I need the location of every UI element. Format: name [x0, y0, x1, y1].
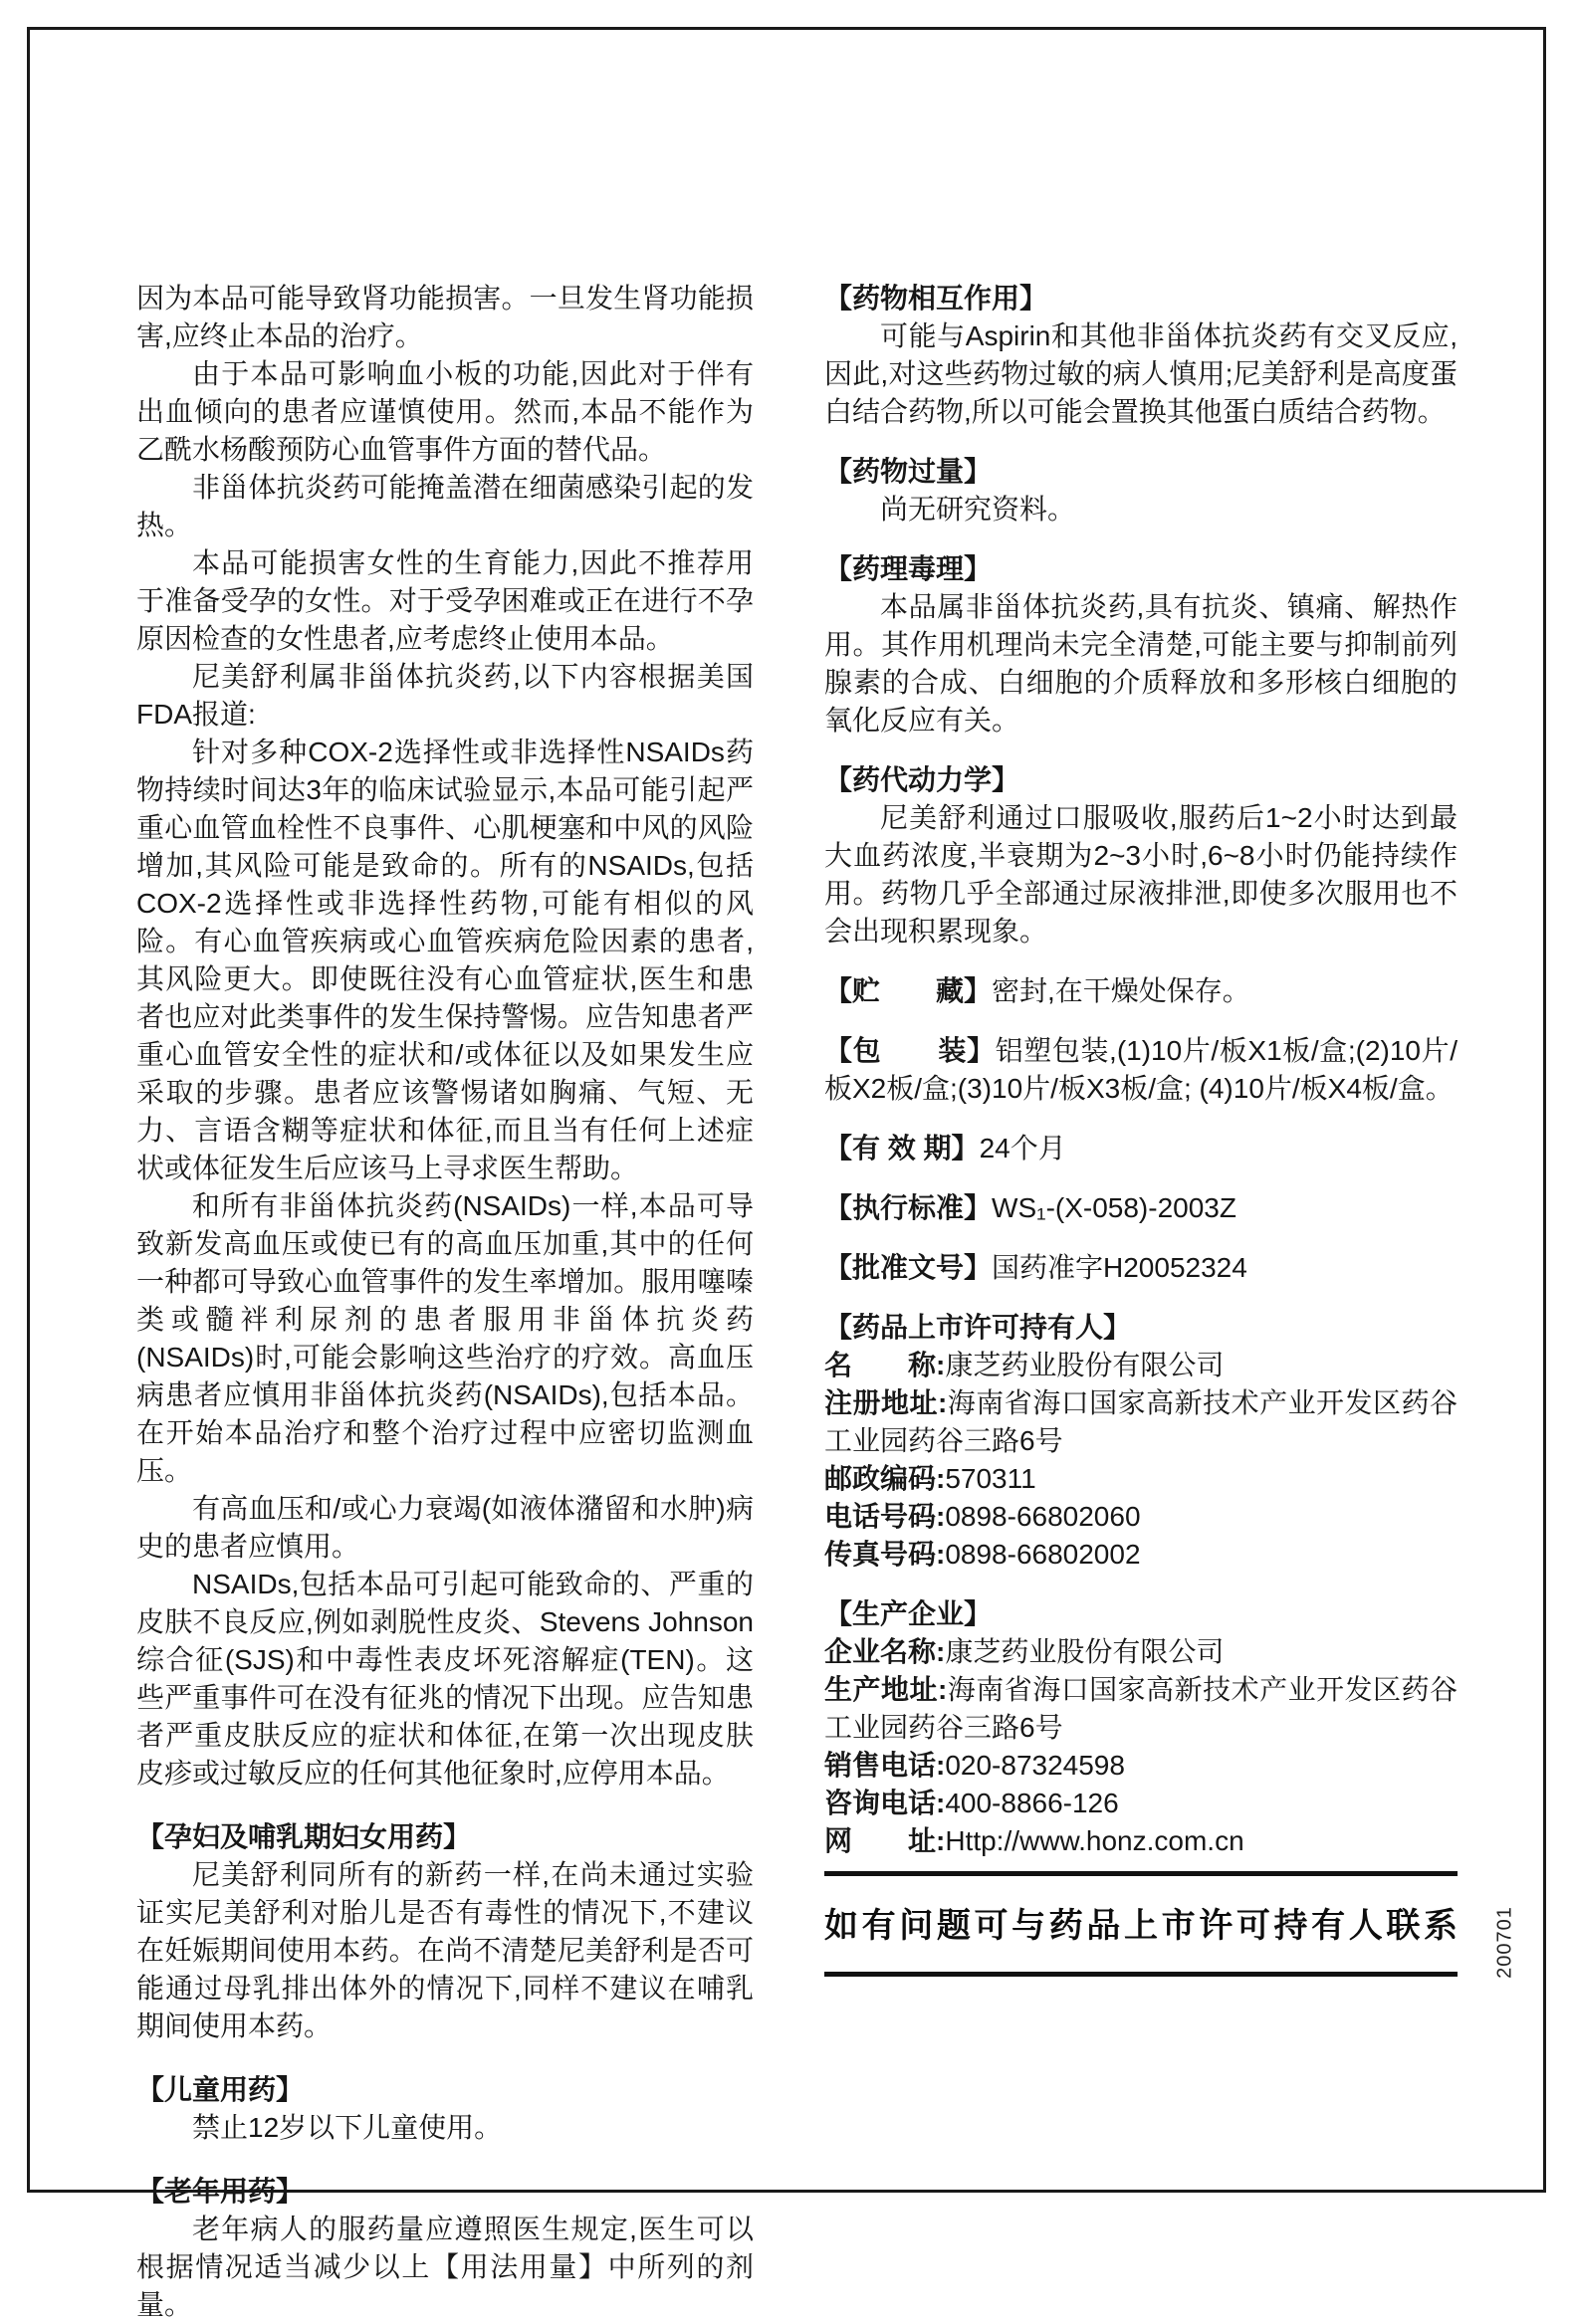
field-label: 名 称: [824, 1350, 946, 1380]
info-line [824, 1822, 1458, 1860]
paragraph: 由于本品可影响血小板的功能,因此对于伴有出血倾向的患者应谨慎使用。然而,本品不能作为乙酰水杨酸预防心血管事件方面的替代品。 [136, 358, 754, 465]
field-value: 海南省海口国家高新技术产业开发区药谷工业园药谷三路6号 [824, 1674, 1458, 1743]
contact-banner [824, 1871, 1458, 1977]
info-line [824, 1536, 1458, 1574]
field-value: 铝塑包装,(1)10片/板X1板/盒;(2)10片/板X2板/盒;(3)10片/板X3板/盒; (4)10片/板X4板/盒。 [824, 1035, 1458, 1104]
labeled-line [824, 1130, 1458, 1167]
paragraph: 有高血压和/或心力衰竭(如液体潴留和水肿)病史的患者应慎用。 [136, 1493, 754, 1562]
field-label: 【有 效 期】 [824, 1133, 980, 1163]
info-line [824, 1498, 1458, 1536]
field-label: 企业名称: [824, 1636, 946, 1667]
paragraph: 尼美舒利同所有的新药一样,在尚未通过实验证实尼美舒利对胎儿是否有毒性的情况下,不建议在妊娠期间使用本药。在尚不清楚尼美舒利是否可能通过母乳排出体外的情况下,同样不建议在哺乳期间使用本药。 [136, 1859, 754, 2041]
section-heading: 【药代动力学】 [824, 764, 1020, 795]
info-line [824, 1347, 1458, 1384]
section-heading: 【生产企业】 [824, 1598, 993, 1629]
labeled-line [824, 1189, 1458, 1227]
paragraph: 尼美舒利属非甾体抗炎药,以下内容根据美国FDA报道: [136, 661, 754, 730]
paragraph: 可能与Aspirin和其他非甾体抗炎药有交叉反应,因此,对这些药物过敏的病人慎用;尼美舒利是高度蛋白结合药物,所以可能会置换其他蛋白质结合药物。 [824, 320, 1458, 427]
paragraph: 非甾体抗炎药可能掩盖潜在细菌感染引起的发热。 [136, 472, 754, 540]
field-label: 咨询电话: [824, 1788, 946, 1818]
field-value: 海南省海口国家高新技术产业开发区药谷工业园药谷三路6号 [824, 1387, 1458, 1456]
print-code: 200701 [1493, 1906, 1516, 1979]
paragraph: 本品属非甾体抗炎药,具有抗炎、镇痛、解热作用。其作用机理尚未完全清楚,可能主要与抑制前列腺素的合成、白细胞的介质释放和多形核白细胞的氧化反应有关。 [824, 591, 1458, 736]
info-line [824, 1633, 1458, 1671]
field-value: WS₁-(X-058)-2003Z [992, 1192, 1236, 1223]
info-line [824, 1785, 1458, 1822]
field-label: 销售电话: [824, 1750, 946, 1781]
info-line [824, 1747, 1458, 1785]
field-label: 网 址: [824, 1825, 946, 1856]
section-heading: 【药品上市许可持有人】 [824, 1312, 1132, 1343]
right-column [824, 280, 1458, 1860]
field-label: 【执行标准】 [824, 1192, 993, 1223]
paragraph: 因为本品可能导致肾功能损害。一旦发生肾功能损害,应终止本品的治疗。 [136, 283, 754, 351]
paragraph: NSAIDs,包括本品可引起可能致命的、严重的皮肤不良反应,例如剥脱性皮炎、Stevens Johnson综合征(SJS)和中毒性表皮坏死溶解症(TEN)。这些严重事件可在没有征兆的情况下出现。应告知患者严重皮肤反应的症状和体征,在第一次出现皮肤皮疹或过敏反应的任何其他征象时,应停用本品。 [136, 1569, 754, 1789]
field-value: 400-8866-126 [945, 1788, 1119, 1818]
paragraph: 本品可能损害女性的生育能力,因此不推荐用于准备受孕的女性。对于受孕困难或正在进行不孕原因检查的女性患者,应考虑终止使用本品。 [136, 547, 754, 654]
section-heading: 【儿童用药】 [136, 2074, 305, 2105]
field-value: Http://www.honz.com.cn [945, 1825, 1244, 1856]
section-heading: 【孕妇及哺乳期妇女用药】 [136, 1821, 472, 1852]
field-value: 0898-66802002 [945, 1539, 1141, 1570]
paragraph: 禁止12岁以下儿童使用。 [192, 2112, 503, 2143]
info-line [824, 1384, 1458, 1460]
field-label: 【批准文号】 [824, 1252, 993, 1283]
field-value: 康芝药业股份有限公司 [945, 1350, 1225, 1380]
field-label: 注册地址: [824, 1387, 948, 1418]
labeled-line [824, 1249, 1458, 1287]
paragraph: 老年病人的服药量应遵照医生规定,医生可以根据情况适当减少以上【用法用量】中所列的剂量。 [136, 2214, 754, 2320]
section-heading: 【药物过量】 [824, 456, 993, 487]
left-column [136, 280, 754, 2324]
field-value: 0898-66802060 [945, 1501, 1141, 1532]
paragraph: 和所有非甾体抗炎药(NSAIDs)一样,本品可导致新发高血压或使已有的高血压加重,其中的任何一种都可导致心血管事件的发生率增加。服用噻嗪类或髓袢利尿剂的患者服用非甾体抗炎药(NSAIDs)时,可能会影响这些治疗的疗效。高血压病患者应慎用非甾体抗炎药(NSAIDs),包括本品。在开始本品治疗和整个治疗过程中应密切监测血压。 [136, 1190, 754, 1486]
paragraph: 针对多种COX-2选择性或非选择性NSAIDs药物持续时间达3年的临床试验显示,本品可能引起严重心血管血栓性不良事件、心肌梗塞和中风的风险增加,其风险可能是致命的。所有的NSAIDs,包括COX-2选择性或非选择性药物,可能有相似的风险。有心血管疾病或心血管疾病危险因素的患者,其风险更大。即使既往没有心血管症状,医生和患者也应对此类事件的发生保持警惕。应告知患者严重心血管安全性的症状和/或体征以及如果发生应采取的步骤。患者应该警惕诸如胸痛、气短、无力、言语含糊等症状和体征,而且当有任何上述症状或体征发生后应该马上寻求医生帮助。 [136, 737, 754, 1183]
contact-banner-text: 如有问题可与药品上市许可持有人联系 [824, 1907, 1458, 1945]
paragraph: 尼美舒利通过口服吸收,服药后1~2小时达到最大血药浓度,半衰期为2~3小时,6~8小时仍能持续作用。药物几乎全部通过尿液排泄,即使多次服用也不会出现积累现象。 [824, 802, 1458, 947]
field-value: 康芝药业股份有限公司 [945, 1636, 1225, 1667]
field-value: 570311 [945, 1463, 1036, 1494]
field-label: 邮政编码: [824, 1463, 946, 1494]
section-heading: 【老年用药】 [136, 2176, 305, 2207]
field-label: 【包 装】 [824, 1035, 996, 1066]
field-label: 电话号码: [824, 1501, 946, 1532]
labeled-line [824, 972, 1458, 1010]
field-label: 生产地址: [824, 1674, 948, 1705]
field-value: 密封,在干燥处保存。 [992, 975, 1250, 1006]
info-line [824, 1460, 1458, 1498]
paragraph: 尚无研究资料。 [880, 494, 1076, 525]
field-label: 【贮 藏】 [824, 975, 993, 1006]
field-value: 24个月 [979, 1133, 1066, 1163]
field-value: 020-87324598 [945, 1750, 1125, 1781]
section-heading: 【药理毒理】 [824, 553, 993, 584]
field-label: 传真号码: [824, 1539, 946, 1570]
labeled-line [824, 1032, 1458, 1108]
field-value: 国药准字H20052324 [992, 1252, 1247, 1283]
info-line [824, 1671, 1458, 1747]
section-heading: 【药物相互作用】 [824, 283, 1048, 314]
